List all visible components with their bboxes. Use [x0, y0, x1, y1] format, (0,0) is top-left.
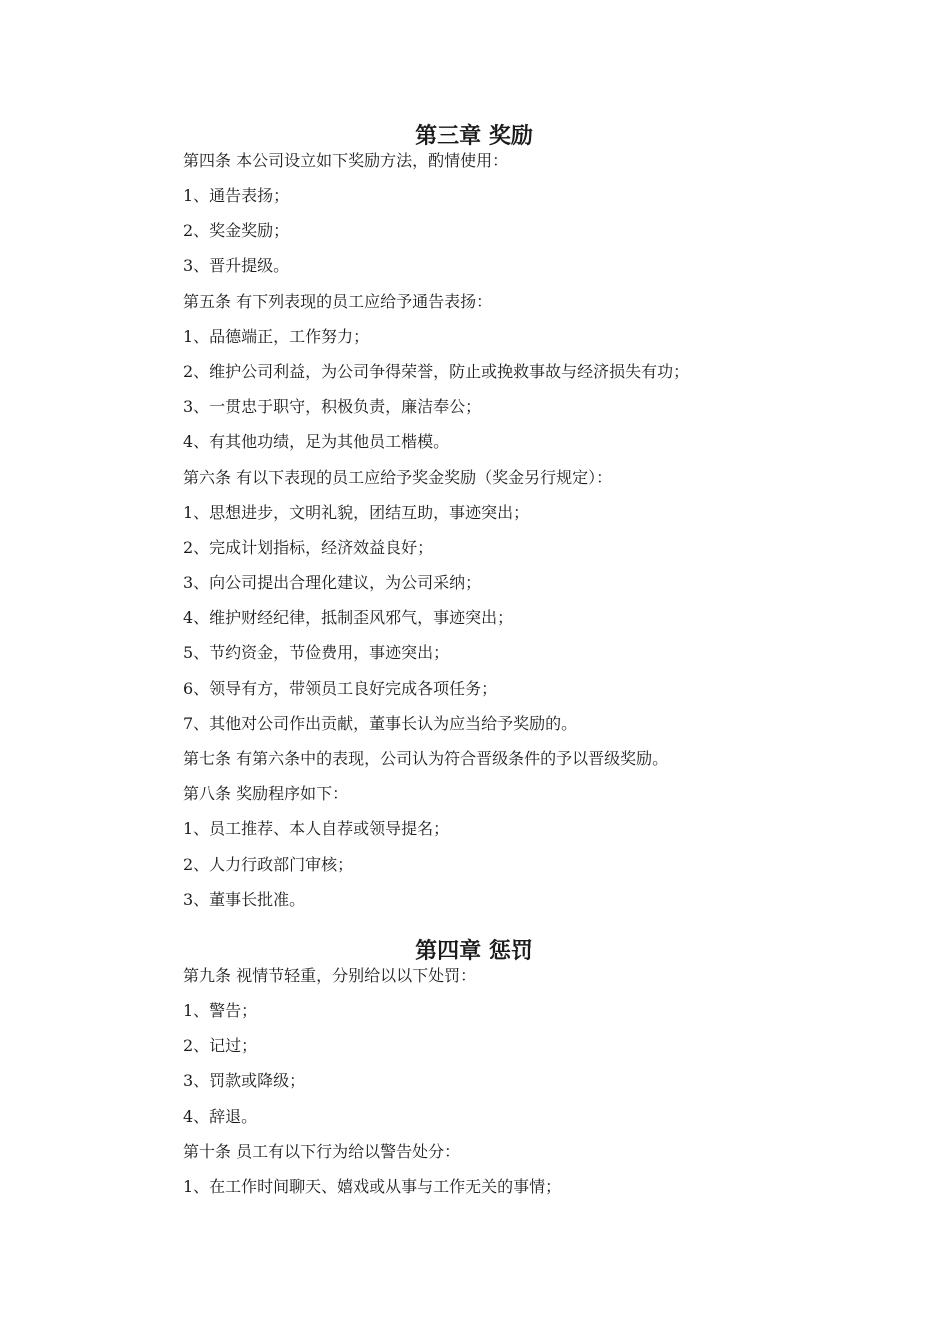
list-item: 2、记过； — [183, 1036, 258, 1056]
list-item: 3、一贯忠于职守，积极负责，廉洁奉公； — [183, 397, 482, 417]
chapter-title: 第三章 奖励 — [415, 123, 533, 149]
chapter-title: 第四章 惩罚 — [415, 937, 533, 964]
article-9: 第九条 视情节轻重，分别给以以下处罚： — [183, 965, 477, 985]
list-item: 1、通告表扬； — [183, 186, 290, 205]
article-4: 第四条 本公司设立如下奖励方法，酌情使用： — [183, 151, 509, 170]
document-body — [183, 120, 803, 1204]
list-item: 5、节约资金，节俭费用，事迹突出； — [183, 643, 450, 663]
list-item: 6、领导有方，带领员工良好完成各项任务； — [183, 678, 498, 698]
article-8: 第八条 奖励程序如下： — [183, 784, 349, 804]
chapter-spacer — [183, 917, 803, 935]
list-item: 2、维护公司利益，为公司争得荣誉，防止或挽救事故与经济损失有功； — [183, 361, 690, 381]
article-5: 第五条 有下列表现的员工应给予通告表扬： — [183, 291, 493, 311]
list-item: 2、完成计划指标，经济效益良好； — [183, 537, 434, 557]
list-item: 3、罚款或降级； — [183, 1071, 306, 1091]
chapter-4-penalty — [183, 935, 803, 1204]
article-10: 第十条 员工有以下行为给以警告处分： — [183, 1141, 461, 1161]
list-item: 1、员工推荐、本人自荐或领导提名； — [183, 819, 450, 839]
article-7: 第七条 有第六条中的表现，公司认为符合晋级条件的予以晋级奖励。 — [183, 749, 669, 768]
list-item: 3、向公司提出合理化建议，为公司采纳； — [183, 573, 482, 593]
list-item: 1、品德端正，工作努力； — [183, 326, 370, 346]
list-item: 3、晋升提级。 — [183, 256, 290, 276]
list-item: 7、其他对公司作出贡献，董事长认为应当给予奖励的。 — [183, 713, 578, 733]
list-item: 2、奖金奖励； — [183, 221, 290, 241]
article-6: 第六条 有以下表现的员工应给予奖金奖励（奖金另行规定）： — [183, 467, 613, 487]
list-item: 4、维护财经纪律，抵制歪风邪气，事迹突出； — [183, 608, 514, 628]
list-item: 1、在工作时间聊天、嬉戏或从事与工作无关的事情； — [183, 1176, 562, 1196]
list-item: 1、警告； — [183, 1000, 258, 1020]
chapter-3-reward — [183, 120, 803, 917]
list-item: 1、思想进步，文明礼貌，团结互助，事迹突出； — [183, 502, 530, 522]
list-item: 3、董事长批准。 — [183, 889, 306, 909]
list-item: 4、有其他功绩，足为其他员工楷模。 — [183, 432, 450, 452]
list-item: 2、人力行政部门审核； — [183, 854, 354, 874]
list-item: 4、辞退。 — [183, 1106, 258, 1126]
